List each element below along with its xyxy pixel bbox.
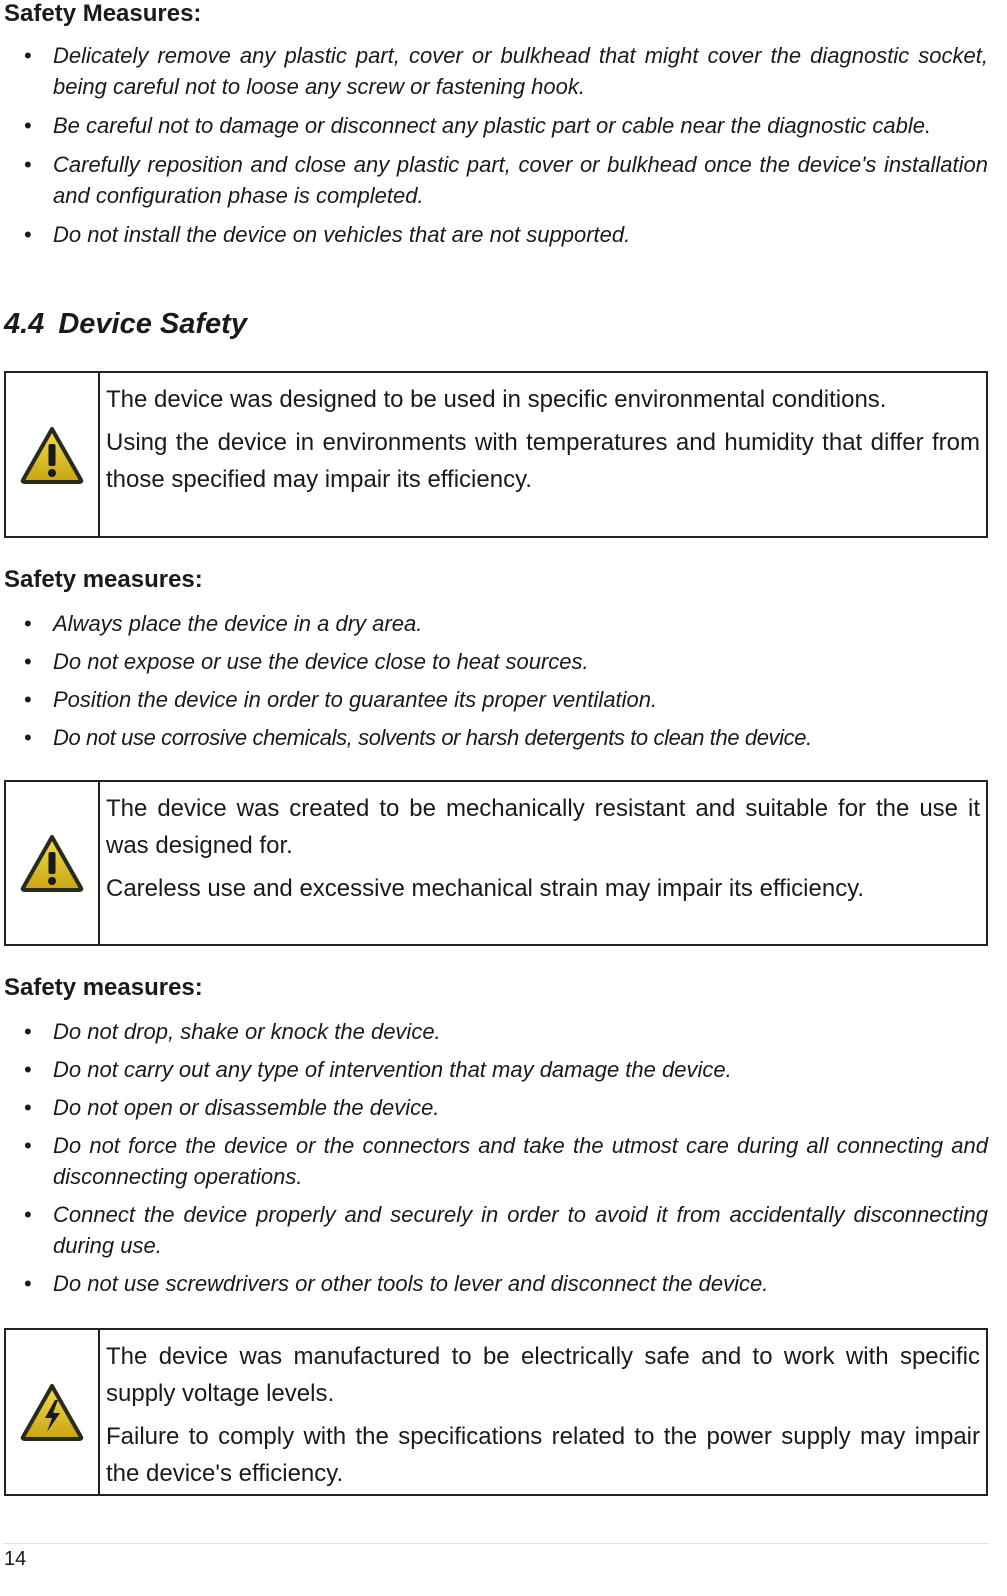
list-item: • Do not use corrosive chemicals, solvents or harsh detergents to clean the device. (4, 722, 988, 753)
section-title (4, 308, 247, 341)
list-item: • Connect the device properly and securely in order to avoid it from accidentally disconnecting during use. (4, 1199, 988, 1261)
list-item: • Do not carry out any type of intervention that may damage the device. (4, 1054, 988, 1085)
bullet-icon: • (24, 1057, 32, 1082)
warning-paragraph: The device was manufactured to be electrically safe and to work with specific supply voltage levels. (106, 1343, 980, 1407)
warning-box-electrical (4, 1328, 988, 1496)
warning-icon-cell (6, 373, 100, 536)
warning-paragraph: The device was designed to be used in specific environmental conditions. (106, 386, 887, 413)
list-item: • Do not install the device on vehicles that are not supported. (4, 219, 988, 250)
list-item: • Do not expose or use the device close to heat sources. (4, 646, 988, 677)
warning-text (100, 1330, 986, 1494)
list-item: • Position the device in order to guarantee its proper ventilation. (4, 684, 988, 715)
warning-paragraph: Careless use and excessive mechanical strain may impair its efficiency. (106, 875, 865, 902)
bullet-icon: • (24, 1019, 32, 1044)
list-item: • Be careful not to damage or disconnect any plastic part or cable near the diagnostic cable. (4, 110, 988, 141)
warning-icon-cell (6, 782, 100, 944)
warning-text (100, 373, 986, 536)
bullet-icon: • (24, 1271, 32, 1296)
bullet-icon: • (24, 1202, 32, 1227)
bullet-icon: • (24, 43, 32, 68)
bullet-icon: • (24, 611, 32, 636)
bullet-icon: • (24, 152, 32, 177)
safety-measures-list (4, 1016, 988, 1306)
warning-box-mechanical (4, 780, 988, 946)
bullet-icon: • (24, 222, 32, 247)
warning-paragraph: Failure to comply with the specifications related to the power supply may impair the device's efficiency. (106, 1423, 980, 1487)
safety-measures-list (4, 608, 988, 760)
warning-paragraph: Using the device in environments with temperatures and humidity that differ from those specified may impair its efficiency. (106, 429, 980, 493)
list-item: • Do not force the device or the connectors and take the utmost care during all connecting and disconnecting operations. (4, 1130, 988, 1192)
safety-measures-list (4, 40, 988, 258)
safety-measures-heading: Safety measures: (4, 566, 203, 593)
bullet-icon: • (24, 649, 32, 674)
list-item: • Do not drop, shake or knock the device. (4, 1016, 988, 1047)
section-number: 4.4 (4, 308, 45, 340)
bullet-icon: • (24, 1133, 32, 1158)
electrical-hazard-icon (20, 1383, 84, 1441)
bullet-icon: • (24, 725, 32, 750)
warning-text (100, 782, 986, 944)
warning-triangle-icon (20, 834, 84, 892)
warning-paragraph: The device was created to be mechanically resistant and suitable for the use it was designed for. (106, 795, 980, 859)
list-item: • Do not open or disassemble the device. (4, 1092, 988, 1123)
list-item: • Delicately remove any plastic part, cover or bulkhead that might cover the diagnostic socket, being careful not to loose any screw or fastening hook. (4, 40, 988, 102)
bullet-icon: • (24, 687, 32, 712)
section-name: Device Safety (58, 308, 247, 340)
list-item: • Carefully reposition and close any plastic part, cover or bulkhead once the device's installation and configuration phase is completed. (4, 149, 988, 211)
bullet-icon: • (24, 1095, 32, 1120)
page-number: 14 (4, 1548, 27, 1570)
list-item: • Always place the device in a dry area. (4, 608, 988, 639)
warning-triangle-icon (20, 426, 84, 484)
list-item: • Do not use screwdrivers or other tools to lever and disconnect the device. (4, 1268, 988, 1299)
safety-measures-heading: Safety measures: (4, 974, 203, 1001)
warning-box-environment (4, 371, 988, 538)
warning-icon-cell (6, 1330, 100, 1494)
footer-divider (4, 1543, 988, 1544)
safety-measures-heading: Safety Measures: (4, 0, 202, 27)
bullet-icon: • (24, 113, 32, 138)
